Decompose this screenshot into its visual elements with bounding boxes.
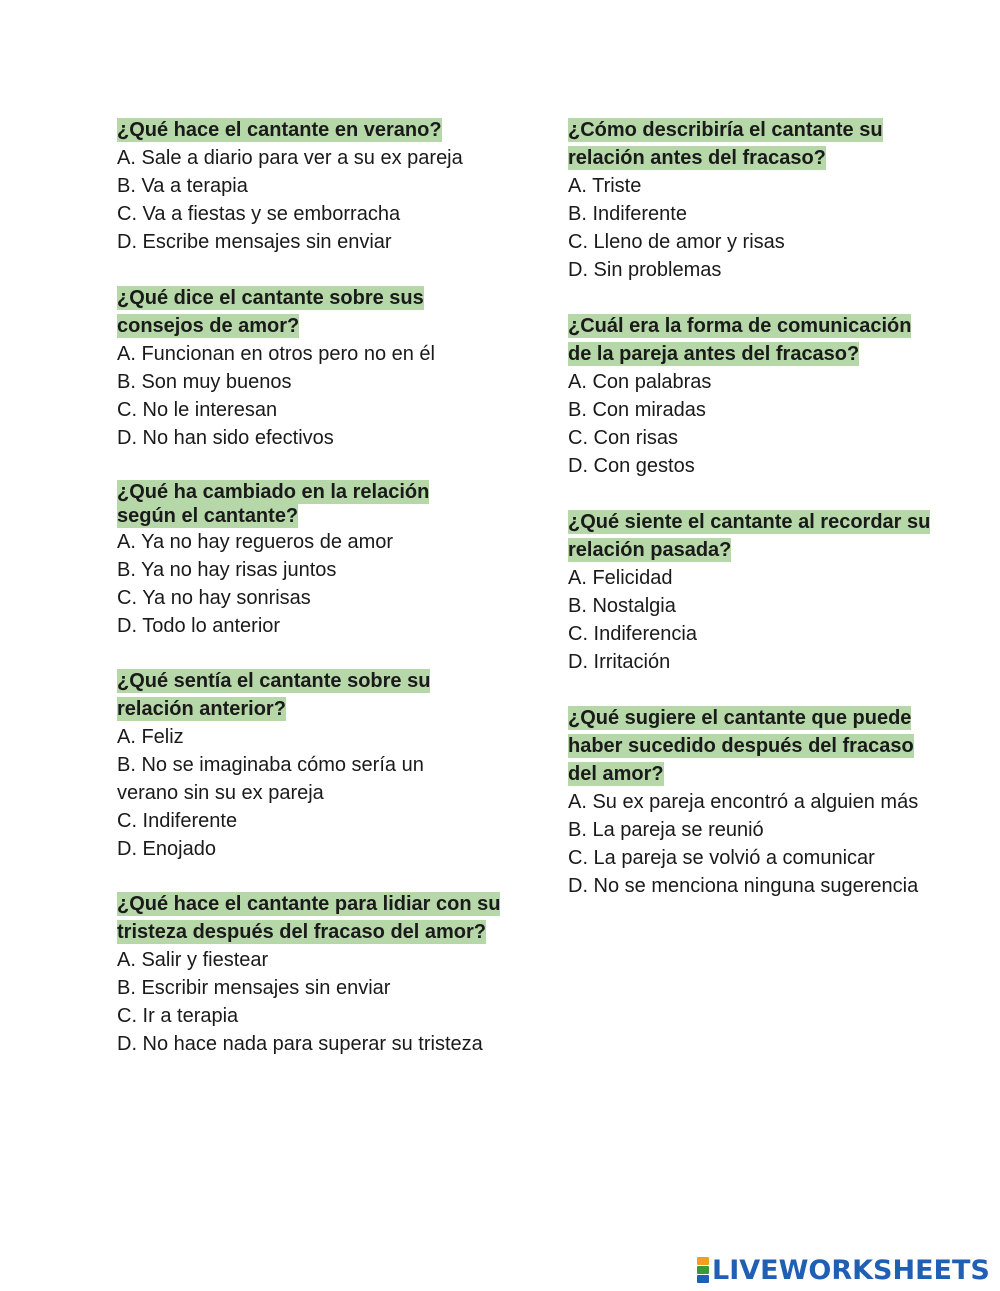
answer-option[interactable]: D. Escribe mensajes sin enviar (117, 231, 392, 253)
question-text: ¿Qué hace el cantante en verano? (117, 119, 442, 141)
answer-option[interactable]: D. Enojado (117, 838, 216, 860)
answer-option[interactable]: A. Felicidad (568, 567, 673, 589)
answer-option[interactable]: D. Irritación (568, 651, 671, 673)
answer-option[interactable]: C. Indiferencia (568, 623, 697, 645)
answer-option[interactable]: A. Feliz (117, 726, 184, 748)
question-block (117, 116, 517, 256)
answer-option[interactable]: A. Con palabras (568, 371, 712, 393)
logo-mark-icon (697, 1257, 709, 1283)
answer-option[interactable]: C. La pareja se volvió a comunicar (568, 847, 875, 869)
question-block (117, 667, 517, 863)
answer-option[interactable]: B. Con miradas (568, 399, 706, 421)
question-text: ¿Cómo describiría el cantante su relación antes del fracaso? (568, 119, 883, 169)
answer-option[interactable]: C. No le interesan (117, 399, 278, 421)
question-block (568, 312, 968, 480)
answer-option[interactable]: C. Va a fiestas y se emborracha (117, 203, 401, 225)
answer-option[interactable]: D. Con gestos (568, 455, 695, 477)
question-block (117, 284, 517, 452)
question-text: ¿Qué hace el cantante para lidiar con su tristeza después del fracaso del amor? (117, 893, 501, 943)
question-text: ¿Qué siente el cantante al recordar su relación pasada? (568, 511, 931, 561)
question-text: ¿Qué ha cambiado en la relación según el cantante? (117, 481, 430, 527)
answer-option[interactable]: D. No se menciona ninguna sugerencia (568, 875, 919, 897)
question-block (568, 508, 968, 676)
question-block (117, 480, 517, 640)
answer-option[interactable]: C. Con risas (568, 427, 679, 449)
answer-option[interactable]: B. Escribir mensajes sin enviar (117, 977, 391, 999)
logo-block (697, 1266, 709, 1274)
answer-option[interactable]: B. Ya no hay risas juntos (117, 559, 337, 581)
question-block (568, 116, 968, 284)
answer-option[interactable]: B. Va a terapia (117, 175, 248, 197)
answer-option[interactable]: C. Lleno de amor y risas (568, 231, 785, 253)
liveworksheets-logo (697, 1255, 990, 1285)
question-text: ¿Qué sugiere el cantante que puede haber sucedido después del fracaso del amor? (568, 707, 914, 785)
answer-option[interactable]: A. Sale a diario para ver a su ex pareja (117, 147, 463, 169)
answer-option[interactable]: C. Ir a terapia (117, 1005, 239, 1027)
answer-option[interactable]: A. Su ex pareja encontró a alguien más (568, 791, 919, 813)
logo-text: LIVEWORKSHEETS (712, 1254, 990, 1286)
answer-option[interactable]: A. Funcionan en otros pero no en él (117, 343, 435, 365)
question-text: ¿Qué sentía el cantante sobre su relación anterior? (117, 670, 431, 720)
question-block (117, 890, 517, 1058)
logo-block (697, 1257, 709, 1265)
question-block (568, 704, 968, 900)
left-column (117, 116, 517, 1085)
answer-option[interactable]: B. La pareja se reunió (568, 819, 764, 841)
answer-option[interactable]: D. Sin problemas (568, 259, 722, 281)
answer-option[interactable]: C. Ya no hay sonrisas (117, 587, 311, 609)
question-text: ¿Qué dice el cantante sobre sus consejos de amor? (117, 287, 424, 337)
answer-option[interactable]: D. Todo lo anterior (117, 615, 281, 637)
question-text: ¿Cuál era la forma de comunicación de la pareja antes del fracaso? (568, 315, 912, 365)
logo-block (697, 1275, 709, 1283)
answer-option[interactable]: B. Nostalgia (568, 595, 676, 617)
answer-option[interactable]: D. No han sido efectivos (117, 427, 334, 449)
answer-option[interactable]: B. No se imaginaba cómo sería un verano sin su ex pareja (117, 754, 424, 804)
answer-option[interactable]: A. Ya no hay regueros de amor (117, 531, 394, 553)
right-column (568, 116, 968, 927)
answer-option[interactable]: B. Son muy buenos (117, 371, 292, 393)
answer-option[interactable]: B. Indiferente (568, 203, 687, 225)
answer-option[interactable]: A. Salir y fiestear (117, 949, 269, 971)
answer-option[interactable]: A. Triste (568, 175, 642, 197)
answer-option[interactable]: D. No hace nada para superar su tristeza (117, 1033, 483, 1055)
answer-option[interactable]: C. Indiferente (117, 810, 238, 832)
